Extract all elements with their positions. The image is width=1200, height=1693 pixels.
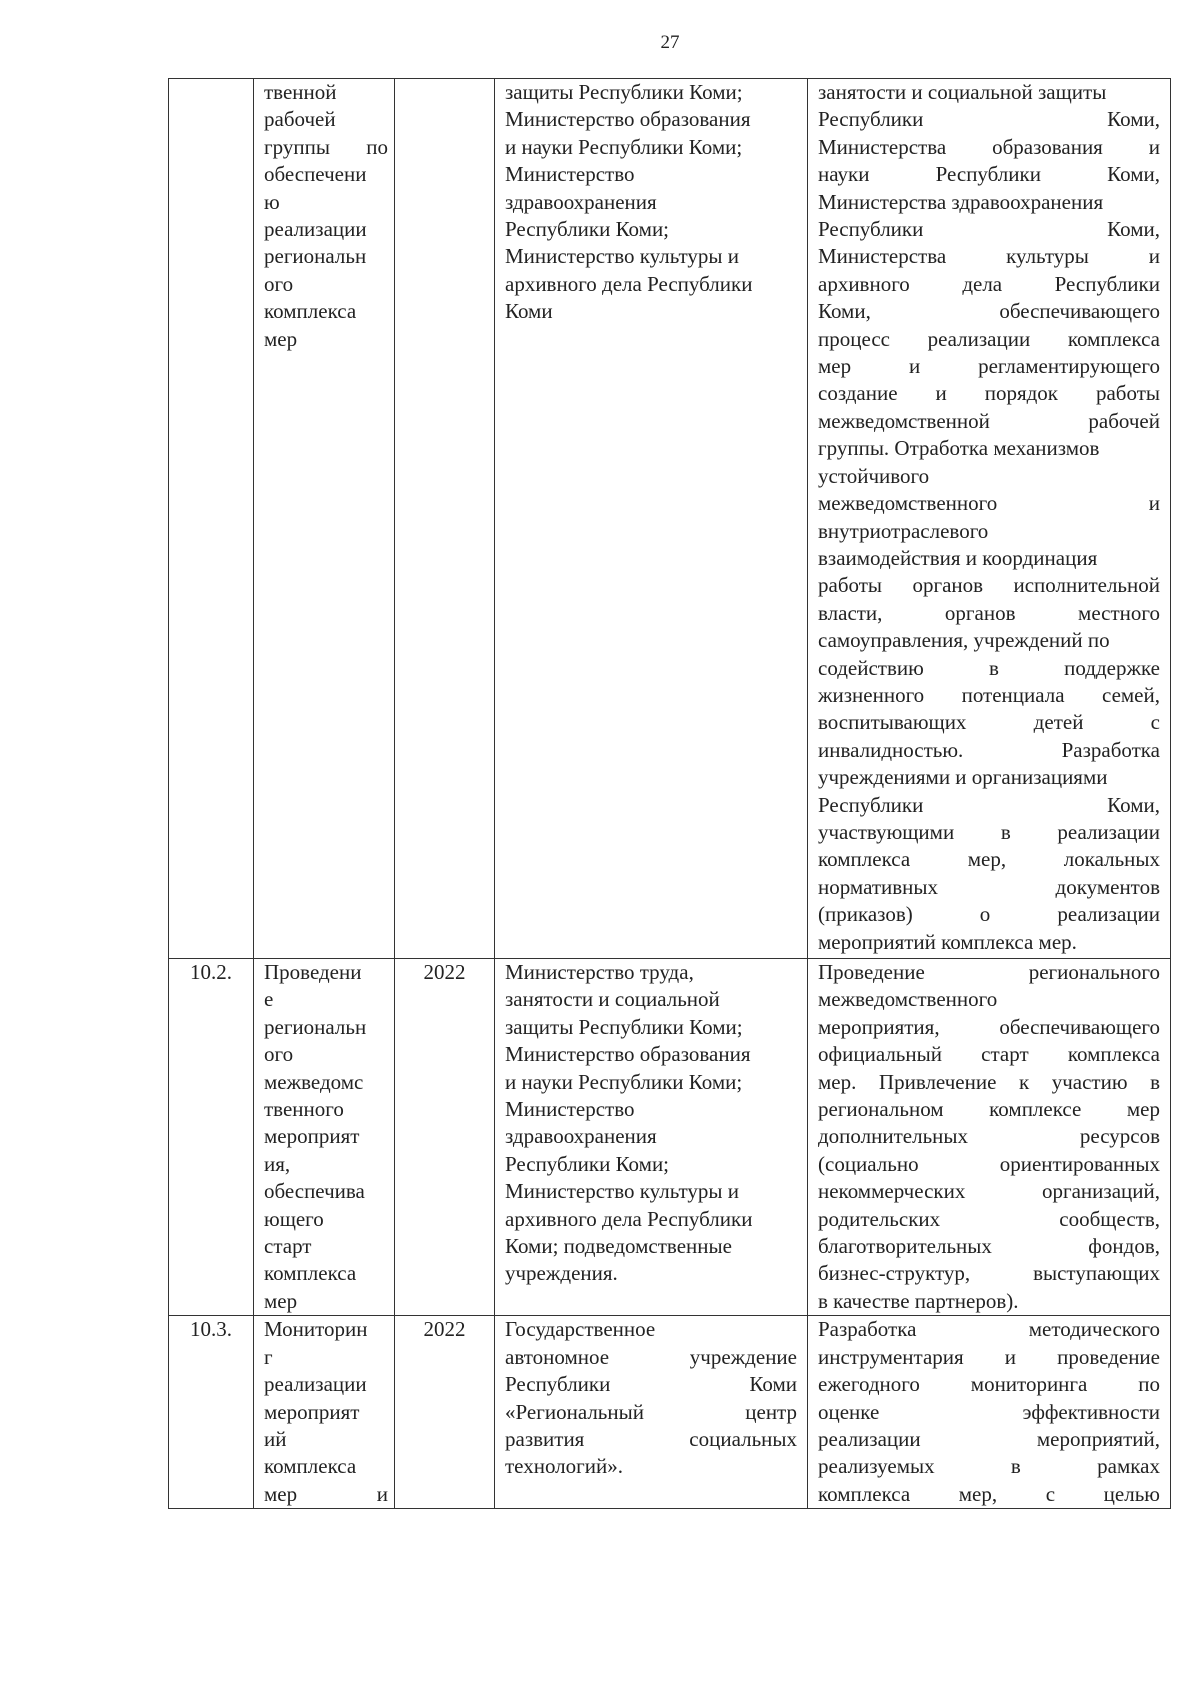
row-number-cell (169, 79, 254, 959)
text-line: комплекса мер, локальных (818, 847, 1160, 872)
text-line: участвующими в реализации (818, 819, 1160, 844)
text-line: мер (264, 326, 298, 351)
text-line: ю (264, 189, 280, 214)
text-line: реализации (264, 1372, 367, 1397)
text-line: ющего (264, 1206, 324, 1231)
table-row (169, 79, 1171, 959)
expected-result (818, 1316, 1160, 1508)
text-line: занятости и социальной защиты (818, 80, 1107, 104)
text-line: защиты Республики Коми; (505, 80, 743, 104)
text-line: бизнес-структур, выступающих (818, 1261, 1160, 1286)
text-line: Республики Коми; (505, 217, 670, 242)
text-line: реализации мероприятий, (818, 1426, 1160, 1451)
table-row (169, 1316, 1171, 1509)
text-line: и науки Республики Коми; (505, 134, 743, 159)
text-line: твенной (264, 80, 337, 104)
text-line: комплекса (264, 299, 357, 324)
text-line: создание и порядок работы (818, 381, 1160, 406)
text-line: взаимодействия и координация (818, 545, 1098, 570)
text-line: учреждениями и организациями (818, 765, 1108, 790)
text-line: Министерство (505, 1097, 635, 1122)
text-line: ого (264, 1042, 294, 1067)
text-line: автономное учреждение (505, 1344, 797, 1369)
year-cell (395, 1316, 495, 1509)
text-line: Министерство труда, (505, 960, 694, 984)
text-line: реализуемых в рамках (818, 1454, 1160, 1479)
executors (505, 959, 797, 1288)
text-line: и науки Республики Коми; (505, 1069, 743, 1094)
text-line: работы органов исполнительной (818, 573, 1160, 598)
text-line: архивного дела Республики (505, 271, 753, 296)
text-line: занятости и социальной (505, 987, 720, 1012)
event-name (264, 1316, 388, 1508)
text-line: группы по (264, 134, 388, 159)
text-line: развития социальных (505, 1426, 797, 1451)
text-line: мероприятия, обеспечивающего (818, 1014, 1160, 1039)
text-line: ежегодного мониторинга по (818, 1372, 1160, 1397)
text-line: Коми, обеспечивающего (818, 299, 1160, 324)
text-line: защиты Республики Коми; (505, 1014, 743, 1039)
text-line: здравоохранения (505, 1124, 657, 1149)
text-line: е (264, 987, 274, 1012)
text-line: региональн (264, 1014, 367, 1039)
text-line: технологий». (505, 1454, 624, 1479)
text-line: Министерство образования (505, 1042, 751, 1067)
year-cell (395, 79, 495, 959)
text-line: мер. Привлечение к участию в (818, 1069, 1160, 1094)
text-line: Министерство (505, 162, 635, 187)
text-line: мероприятий комплекса мер. (818, 929, 1077, 954)
executors-cell (495, 1316, 808, 1509)
table-row (169, 959, 1171, 1316)
text-line: Проведение регионального (818, 960, 1160, 984)
row-number: 10.3. (190, 1317, 232, 1342)
text-line: мероприят (264, 1399, 360, 1424)
text-line: учреждения. (505, 1261, 618, 1286)
text-line: воспитывающих детей с (818, 710, 1160, 735)
text-line: Мониторин (264, 1317, 368, 1342)
page-number: 27 (660, 32, 680, 53)
row-number-cell (169, 1316, 254, 1509)
text-line: г (264, 1344, 273, 1369)
text-line: межведомственной рабочей (818, 408, 1160, 433)
event-name-cell (254, 959, 395, 1316)
text-line: архивного дела Республики (505, 1206, 753, 1231)
text-line: официальный старт комплекса (818, 1042, 1160, 1067)
text-line: мер и (264, 1481, 388, 1506)
text-line: инвалидностью. Разработка (818, 737, 1160, 762)
text-line: некоммерческих организаций, (818, 1179, 1160, 1204)
text-line: Министерства культуры и (818, 244, 1160, 269)
text-line: самоуправления, учреждений по (818, 628, 1110, 653)
text-line: Министерство образования (505, 107, 751, 132)
text-line: комплекса (264, 1454, 357, 1479)
text-line: старт (264, 1234, 312, 1259)
text-line: обеспечива (264, 1179, 365, 1204)
text-line: межведомственного и (818, 491, 1160, 516)
text-line: межведомственного (818, 987, 998, 1012)
text-line: родительских сообществ, (818, 1206, 1160, 1231)
text-line: обеспечени (264, 162, 367, 187)
row-number: 10.2. (190, 960, 232, 984)
executors-cell (495, 79, 808, 959)
text-line: региональном комплексе мер (818, 1097, 1160, 1122)
text-line: «Региональный центр (505, 1399, 797, 1424)
result-cell (808, 1316, 1171, 1509)
text-line: в качестве партнеров). (818, 1288, 1019, 1313)
text-line: мероприят (264, 1124, 360, 1149)
event-name-cell (254, 79, 395, 959)
expected-result (818, 959, 1160, 1315)
document-table (168, 78, 1171, 1509)
text-line: архивного дела Республики (818, 271, 1160, 296)
text-line: здравоохранения (505, 189, 657, 214)
text-line: дополнительных ресурсов (818, 1124, 1160, 1149)
executors (505, 79, 797, 326)
text-line: Республики Коми, (818, 107, 1160, 132)
text-line: Республики Коми, (818, 217, 1160, 242)
text-line: ого (264, 271, 294, 296)
result-cell (808, 959, 1171, 1316)
year: 2022 (423, 1317, 466, 1342)
expected-result (818, 79, 1160, 956)
text-line: Республики Коми; (505, 1151, 670, 1176)
text-line: внутриотраслевого (818, 518, 989, 543)
text-line: мер (264, 1288, 298, 1313)
text-line: Министерства здравоохранения (818, 189, 1104, 214)
text-line: нормативных документов (818, 874, 1160, 899)
text-line: ия, (264, 1151, 291, 1176)
text-line: комплекса мер, с целью (818, 1481, 1160, 1506)
text-line: реализации (264, 217, 367, 242)
text-line: Проведени (264, 960, 362, 984)
text-line: Министерство культуры и (505, 1179, 739, 1204)
row-number-cell (169, 959, 254, 1316)
text-line: содействию в поддержке (818, 655, 1160, 680)
text-line: Коми; подведомственные (505, 1234, 732, 1259)
executors-cell (495, 959, 808, 1316)
text-line: региональн (264, 244, 367, 269)
text-line: (социально ориентированных (818, 1151, 1160, 1176)
text-line: науки Республики Коми, (818, 162, 1160, 187)
text-line: мер и регламентирующего (818, 354, 1160, 379)
text-line: Государственное (505, 1317, 656, 1342)
text-line: твенного (264, 1097, 344, 1122)
text-line: (приказов) о реализации (818, 902, 1160, 927)
text-line: Разработка методического (818, 1317, 1160, 1342)
text-line: устойчивого (818, 463, 930, 488)
event-name (264, 79, 388, 353)
text-line: межведомс (264, 1069, 364, 1094)
text-line: комплекса (264, 1261, 357, 1286)
event-name (264, 959, 388, 1315)
year-cell (395, 959, 495, 1316)
text-line: благотворительных фондов, (818, 1234, 1160, 1259)
year: 2022 (423, 960, 466, 984)
text-line: инструментария и проведение (818, 1344, 1160, 1369)
text-line: власти, органов местного (818, 600, 1160, 625)
text-line: рабочей (264, 107, 336, 132)
text-line: процесс реализации комплекса (818, 326, 1160, 351)
text-line: ий (264, 1426, 287, 1451)
text-line: Республики Коми (505, 1372, 797, 1397)
result-cell (808, 79, 1171, 959)
text-line: Коми (505, 299, 553, 324)
text-line: жизненного потенциала семей, (818, 682, 1160, 707)
executors (505, 1316, 797, 1480)
text-line: Республики Коми, (818, 792, 1160, 817)
text-line: оценке эффективности (818, 1399, 1160, 1424)
text-line: группы. Отработка механизмов (818, 436, 1100, 461)
event-name-cell (254, 1316, 395, 1509)
text-line: Министерства образования и (818, 134, 1160, 159)
text-line: Министерство культуры и (505, 244, 739, 269)
